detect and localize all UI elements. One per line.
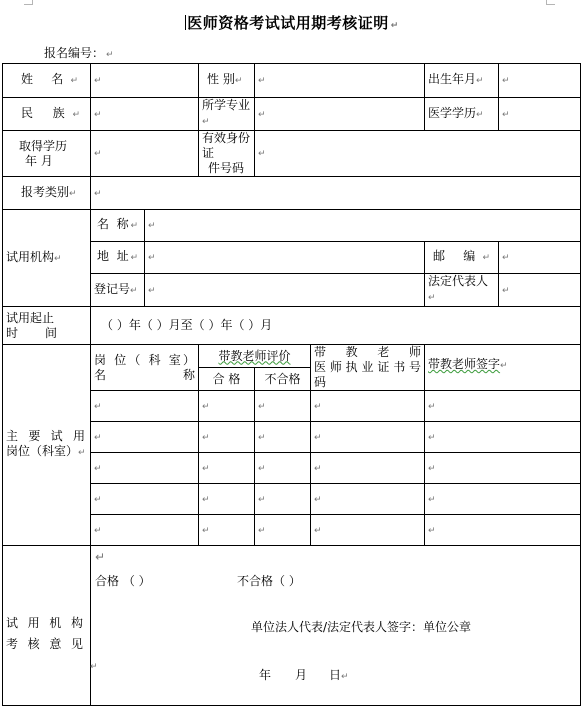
name-field[interactable]: ↵ <box>91 64 199 98</box>
fail-header: 不合格 <box>255 368 311 391</box>
crop-mark-top-left <box>24 0 33 5</box>
ethnicity-field[interactable]: ↵ <box>91 98 199 131</box>
signature-cell[interactable]: ↵ <box>425 391 581 422</box>
post-name-header: 岗 位（ 科 室） 名 称 <box>91 345 199 391</box>
license-cell[interactable]: ↵ <box>311 422 425 453</box>
positions-label: 主 要 试 用 岗位（科室）↵ <box>3 345 91 546</box>
row-institution-name <box>3 210 581 242</box>
opinion-fail-option[interactable]: 不合格（ ） <box>237 574 301 588</box>
license-cell[interactable]: ↵ <box>311 391 425 422</box>
registration-no-field[interactable]: ↵ <box>145 274 425 307</box>
fail-cell[interactable]: ↵ <box>255 515 311 546</box>
registration-number-label: 报名编号： ↵ <box>44 46 114 60</box>
institution-label: 试用机构↵ <box>3 210 91 307</box>
exam-category-field[interactable]: ↵ <box>91 177 581 210</box>
post-name-cell[interactable]: ↵ <box>91 515 199 546</box>
signature-header: 带教老师签字↵ <box>425 345 581 391</box>
degree-time-label: 取得学历 年 月 <box>3 131 91 177</box>
signature-cell[interactable]: ↵ <box>425 515 581 546</box>
period-label: 试用起止 时 间 <box>3 307 91 345</box>
institution-address-label: 地 址↵ <box>91 242 145 274</box>
pass-cell[interactable]: ↵ <box>199 453 255 484</box>
pass-cell[interactable]: ↵ <box>199 391 255 422</box>
postcode-label: 邮 编↵ <box>425 242 499 274</box>
opinion-signature-line: 单位法人代表/法定代表人签字：单位公章 <box>251 620 472 634</box>
opinion-date: 年 月 日↵ <box>259 668 349 682</box>
ethnicity-label: 民 族↵ <box>3 98 91 131</box>
post-name-cell[interactable]: ↵ <box>91 484 199 515</box>
name-label: 姓 名↵ <box>3 64 91 98</box>
row-personal-1 <box>3 64 581 98</box>
pass-header: 合 格 <box>199 368 255 391</box>
institution-name-field[interactable]: ↵ <box>145 210 581 242</box>
legal-rep-field[interactable]: ↵ <box>499 274 581 307</box>
gender-label: 性 别↵ <box>199 64 255 98</box>
post-name-cell[interactable]: ↵ <box>91 391 199 422</box>
opinion-label: 试 用 机 构 考 核 意 见 ↵ <box>3 546 91 706</box>
degree-time-field[interactable]: ↵ <box>91 131 199 177</box>
license-cell[interactable]: ↵ <box>311 484 425 515</box>
id-number-field[interactable]: ↵ <box>255 131 581 177</box>
id-number-label: 有效身份证 件号码 <box>199 131 255 177</box>
row-personal-3 <box>3 131 581 177</box>
document-title: 医师资格考试试用期考核证明 ↵ <box>187 14 399 32</box>
postcode-field[interactable]: ↵ <box>499 242 581 274</box>
gender-field[interactable]: ↵ <box>255 64 425 98</box>
fail-cell[interactable]: ↵ <box>255 453 311 484</box>
registration-no-label: 登记号↵ <box>91 274 145 307</box>
major-field[interactable]: ↵ <box>255 98 425 131</box>
crop-mark-top-right <box>546 0 555 5</box>
opinion-pass-option[interactable]: 合格 （ ） <box>95 574 151 588</box>
row-period <box>3 307 581 345</box>
signature-cell[interactable]: ↵ <box>425 422 581 453</box>
fail-cell[interactable]: ↵ <box>255 484 311 515</box>
license-cell[interactable]: ↵ <box>311 515 425 546</box>
signature-cell[interactable]: ↵ <box>425 484 581 515</box>
post-name-cell[interactable]: ↵ <box>91 453 199 484</box>
fail-cell[interactable]: ↵ <box>255 391 311 422</box>
row-opinion <box>3 546 581 706</box>
birth-label: 出生年月↵ <box>425 64 499 98</box>
medical-education-field[interactable]: ↵ <box>499 98 581 131</box>
medical-education-label: 医学学历↵ <box>425 98 499 131</box>
exam-category-label: 报考类别↵ <box>3 177 91 210</box>
license-header: 带 教 老 师 医 师 执 业 证 书 号 码 <box>311 345 425 391</box>
license-cell[interactable]: ↵ <box>311 453 425 484</box>
period-field[interactable]: （ ）年（ ）月至（ ）年（ ）月 <box>91 307 581 345</box>
row-positions-header-1 <box>3 345 581 368</box>
institution-address-field[interactable]: ↵ <box>145 242 425 274</box>
signature-cell[interactable]: ↵ <box>425 453 581 484</box>
fail-cell[interactable]: ↵ <box>255 422 311 453</box>
row-exam-category <box>3 177 581 210</box>
birth-field[interactable]: ↵ <box>499 64 581 98</box>
pass-cell[interactable]: ↵ <box>199 422 255 453</box>
opinion-field[interactable]: ↵ 合格 （ ） 不合格（ ） 单位法人代表/法定代表人签字：单位公章 年 月 日↵ <box>91 546 581 706</box>
post-name-cell[interactable]: ↵ <box>91 422 199 453</box>
pass-cell[interactable]: ↵ <box>199 484 255 515</box>
row-personal-2 <box>3 98 581 131</box>
major-label: 所学专业↵ <box>199 98 255 131</box>
institution-name-label: 名 称↵ <box>91 210 145 242</box>
certificate-form-table <box>2 63 581 706</box>
legal-rep-label: 法定代表人↵ <box>425 274 499 307</box>
eval-header: 带教老师评价 <box>199 345 311 368</box>
pass-cell[interactable]: ↵ <box>199 515 255 546</box>
